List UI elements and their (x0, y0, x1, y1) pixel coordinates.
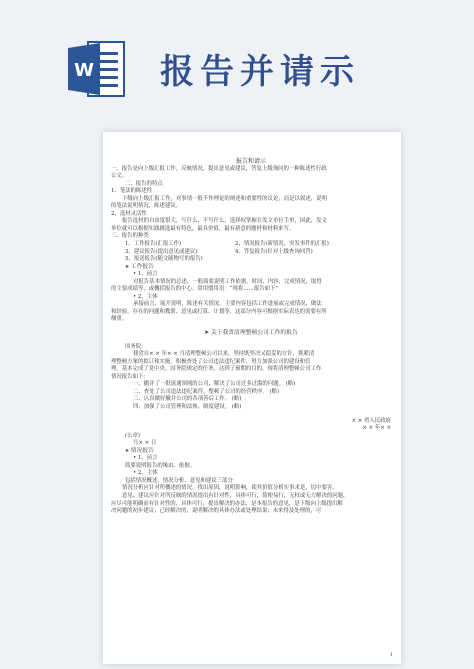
doc-line: 侧重。 (111, 316, 128, 323)
report-type: 4、答复报告(针对上级查询回答) (235, 248, 313, 255)
doc-line: 的笔法说明情况，陈述建议。 (111, 203, 182, 210)
example-item: 二、查处了公司违法违纪案件，整顿了公司的经营秩序。 (略) (133, 388, 280, 395)
document-title: 报告和请示 (235, 158, 266, 165)
doc-line: 单位就可以根据实践挑选最有特色，最具价值，最有新意的题材和材料来写。 (111, 225, 295, 232)
body-label: • 2、主体 (111, 470, 391, 478)
banner-title: 报告并请示 (160, 52, 360, 92)
report-type: 1、工作报告(汇报工作) (125, 241, 182, 248)
doc-line: 情况分析应针对所概述的情况，找出原因，说明影响，使其价值分析实事求是，切中要害。 (122, 485, 338, 492)
doc-line: 和经验，存在的问题和教训、意见或打算、计划等，这部分内容可根据实际表达的需要有所 (111, 308, 327, 315)
section-heading: 三、报告的种类 (111, 233, 149, 240)
document-page (103, 132, 401, 664)
report-type-row (111, 249, 391, 257)
doc-line: 决问题的初步建议；已经解决的，说明解决的具体办法或处理结果；未来得及处理的，可 (111, 508, 322, 515)
page-number: 1 (389, 652, 393, 658)
doc-line: 应尽可能明确而有针对性的，具体可行，提出解决的办法，是本报告的意见，是下级向上级提出解 (111, 500, 343, 507)
doc-line: 公文。 (111, 173, 128, 180)
doc-line: 包括情况概述、情况分析、意见和建议三部分 (125, 477, 233, 484)
doc-line: 报告选材的自由度很大，写什么，不写什么，选择权掌握在发文单位手里，因此，发文 (122, 218, 327, 225)
document-body (111, 158, 391, 516)
signature-date: × × 年× × (362, 425, 391, 432)
preface-label: • 1、前言 (111, 455, 391, 463)
section-heading: 二、报告的特点 (125, 180, 163, 187)
report-type-row (111, 256, 391, 264)
doc-line: 下级向上级汇报工作，对事情一般不作理论的阐述和重要性的议论，而是以叙述，说明 (122, 195, 327, 202)
preface-label: • 1、前言 (111, 271, 391, 279)
word-document-icon (66, 38, 128, 100)
official-seal-label: (公章) (125, 432, 140, 439)
doc-line: 我省自× × 年× × 月清理整顿公司以来，坚持既坚决又稳妥的方针，抓紧清 (133, 351, 315, 358)
doc-line: 对报告基本情况的总述，一般简要说明工作依据，时间，内容，完成情况，取得 (133, 278, 322, 285)
body-label: • 2、主体 (111, 294, 391, 302)
date-line: 月× × 日 (133, 440, 157, 447)
example-title: ➤ 关于我省清理整顿公司工作的报告 (204, 330, 298, 337)
banner-header (0, 0, 474, 120)
salutation: 国务院： (125, 343, 147, 350)
doc-line: 简要说明报告的缘由、依据。 (125, 462, 196, 469)
report-type: 2、情况报告(新情况、突发事件的汇报) (235, 241, 329, 248)
report-type: 3、建议报告(提出意见或建议) (125, 248, 198, 255)
svg-text:W: W (74, 60, 94, 81)
arrow-icon: ➤ (204, 330, 211, 337)
example-item: 四、加强了公司管理和法规、制度建设。 (略) (133, 403, 242, 410)
report-type: 5、报送报告(随文随物写的报告) (125, 256, 203, 263)
doc-line: 的主要成绩等，或概括报告的中心。常用惯用语：“现将……报告如下” (111, 286, 279, 293)
doc-line: 一、报告是向上级汇报工作，反映情况，提出意见或建议，答复上级询问的一种陈述性行政 (111, 165, 327, 172)
doc-line: 理整顿方案的拟订和实施，积极查处了公司违法违纪案件，努力加强公司的建设和管 (111, 358, 311, 365)
doc-line: 情况报告如下： (111, 373, 149, 380)
doc-line: 理。基本完成了党中央、国务院规定的任务，达到了预期的目的，现将清理整顿公司工作 (111, 366, 322, 373)
signature-org: × × 省人民政府 (351, 417, 391, 424)
doc-line: 承接前言，展开说明，陈述有关情况。主要内容包括工作进展或完成情况、做法 (133, 301, 322, 308)
report-type-row (111, 241, 391, 249)
section-situation-report: ➤ 情况报告 (111, 448, 391, 456)
example-item: 三、认真做好撤并公司的各项善后工作。 (略) (133, 396, 242, 403)
subheading: 1、笔法的陈述性 (111, 188, 153, 195)
subheading: 2、选材灵活性 (111, 210, 147, 217)
doc-line: 意见、建议应针对所反映的情况提出有针对性，具体可行，简便易行，无权或无力解决的问题， (122, 492, 349, 499)
section-work-report: ➤ 工作报告 (111, 264, 391, 272)
example-item: 一、撤并了一批流通领域的公司，解决了公司过多过滥的问题。 (略) (133, 381, 296, 388)
